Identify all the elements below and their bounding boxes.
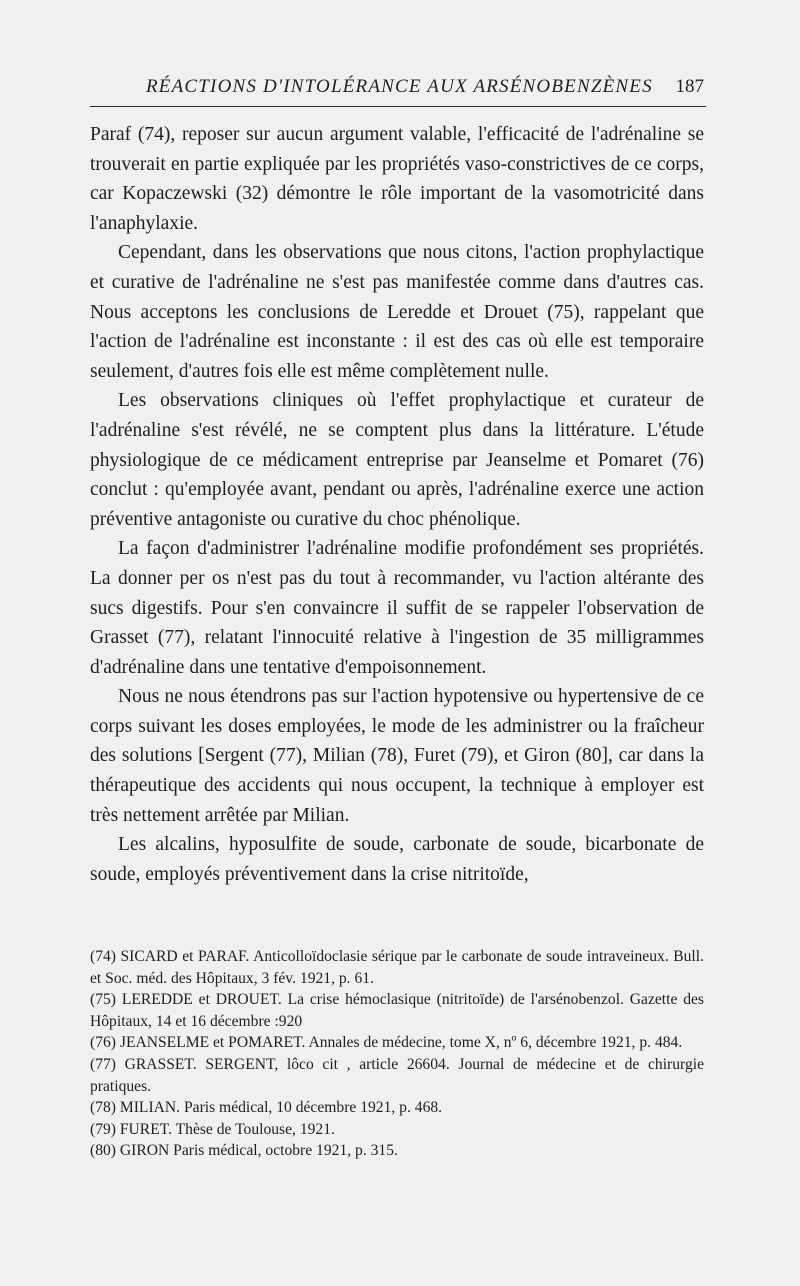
footnote: (78) MILIAN. Paris médical, 10 décembre 1921, p. 468. <box>90 1099 443 1117</box>
paragraph: Nous ne nous étendrons pas sur l'action hypotensive ou hypertensive de ce corps suivant les doses employées, le mode de les administrer ou la fraîcheur des solutions [Sergent (77), Milian (78), Furet (79), et Giron (80], car dans la thérapeutique des accidents qui nous occupent, la technique à employer est très nettement arrêtée par Milian. <box>90 686 704 826</box>
page-number: 187 <box>675 76 704 97</box>
footnote: (77) GRASSET. SERGENT, lôco cit , article 26604. Journal de médecine et de chirurgie pratiques. <box>90 1055 704 1095</box>
body-text <box>90 120 704 889</box>
footnote: (75) LEREDDE et DROUET. La crise hémoclasique (nitritoïde) de l'arsénobenzol. Gazette des Hôpitaux, 14 et 16 décembre :920 <box>90 991 704 1030</box>
footnote: (80) GIRON Paris médical, octobre 1921, p. 315. <box>90 1142 398 1160</box>
page-header <box>90 76 706 107</box>
footnote: (74) SICARD et PARAF. Anticolloïdoclasie sérique par le carbonate de soude intraveineux. Bull. et Soc. méd. des Hôpitaux, 3 fév. 1921, p. 61. <box>90 948 704 987</box>
paragraph: Les alcalins, hyposulfite de soude, carbonate de soude, bicarbonate de soude, employés préventivement dans la crise nitritoïde, <box>90 834 704 885</box>
footnote: (79) FURET. Thèse de Toulouse, 1921. <box>90 1120 335 1138</box>
running-title: RÉACTIONS D'INTOLÉRANCE AUX ARSÉNOBENZÈNES <box>146 76 653 97</box>
paragraph: La façon d'administrer l'adrénaline modifie profondément ses propriétés. La donner per os n'est pas du tout à recommander, vu l'action altérante des sucs digestifs. Pour s'en convaincre il suffit de se rappeler l'observation de Grasset (77), relatant l'innocuité relative à l'ingestion de 35 milligrammes d'adrénaline dans une tentative d'empoisonnement. <box>90 538 704 678</box>
paragraph: Cependant, dans les observations que nous citons, l'action prophylactique et curative de l'adrénaline ne s'est pas manifestée comme dans d'autres cas. Nous acceptons les conclusions de Leredde et Drouet (75), rappelant que l'action de l'adrénaline est inconstante : il est des cas où elle est temporaire seulement, d'autres fois elle est même complètement nulle. <box>90 242 704 382</box>
paragraph: Paraf (74), reposer sur aucun argument valable, l'efficacité de l'adrénaline se trouverait en partie expliquée par les propriétés vaso-constrictives de ce corps, car Kopaczewski (32) démontre le rôle important de la vasomotricité dans l'anaphylaxie. <box>90 124 704 234</box>
paragraph: Les observations cliniques où l'effet prophylactique et curateur de l'adrénaline s'est révélé, ne se comptent plus dans la littérature. L'étude physiologique de ce médicament entreprise par Jeanselme et Pomaret (76) conclut : qu'employée avant, pendant ou après, l'adrénaline exerce une action préventive antagoniste ou curative du choc phénolique. <box>90 390 704 530</box>
footnotes <box>90 946 704 1162</box>
footnote: (76) JEANSELME et POMARET. Annales de médecine, tome X, nº 6, décembre 1921, p. 484. <box>90 1034 683 1052</box>
